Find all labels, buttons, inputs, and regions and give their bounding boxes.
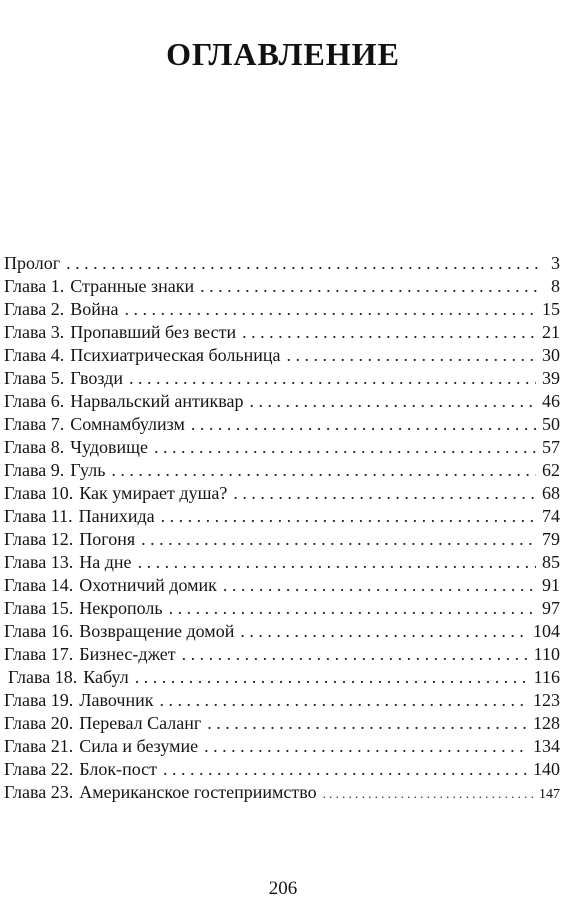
dot-leader [204,735,527,758]
toc-chapter-title: Лавочник [79,690,154,710]
toc-chapter-number: Глава 9. [4,460,65,480]
toc-entry [4,643,560,666]
toc-entry-label [4,252,60,275]
toc-entry [4,413,560,436]
toc-chapter-number: Глава 10. [4,483,74,503]
toc-entry-label [4,666,129,689]
toc-chapter-title: Перевал Саланг [79,713,202,733]
toc-chapter-title: Охотничий домик [79,575,217,595]
toc-entry [4,275,560,298]
toc-entry-label [4,781,317,804]
toc-page-number: 57 [542,437,560,457]
toc-chapter-title: Странные знаки [70,276,195,296]
toc-entry-label [4,321,236,344]
toc-page-number: 30 [542,345,560,365]
toc-entry [4,689,560,712]
toc-entry [4,252,560,275]
toc-chapter-title: Пропавший без вести [70,322,237,342]
toc-chapter-number: Глава 1. [4,276,65,296]
dot-leader [250,390,537,413]
toc-chapter-number: Глава 23. [4,782,74,802]
toc-chapter-number: Глава 7. [4,414,65,434]
toc-entry [4,344,560,367]
toc-chapter-number: Глава 22. [4,759,74,779]
toc-entry [4,459,560,482]
toc-entry [4,528,560,551]
toc-entry-label [4,505,155,528]
dot-leader [159,689,527,712]
toc-page-number: 116 [533,667,560,687]
dot-leader [182,643,528,666]
toc-entry [4,781,560,804]
toc-page-number: 97 [542,598,560,618]
toc-page-number: 79 [542,529,560,549]
dot-leader [135,666,528,689]
toc-chapter-number: Глава 11. [4,506,73,526]
toc-chapter-title: Возвращение домой [79,621,235,641]
dot-leader [163,758,527,781]
toc-page-number: 74 [542,506,560,526]
toc-chapter-number: Глава 14. [4,575,74,595]
toc-chapter-title: На дне [79,552,132,572]
toc-chapter-number: Глава 5. [4,368,65,388]
dot-leader [191,413,536,436]
toc-chapter-title: Бизнес-джет [79,644,176,664]
toc-chapter-number: Глава 20. [4,713,74,733]
toc-page-number: 91 [542,575,560,595]
toc-entry-label [4,620,234,643]
toc-chapter-title: Чудовище [70,437,148,457]
toc-entry [4,735,560,758]
dot-leader [287,344,537,367]
dot-leader [169,597,536,620]
toc-chapter-title: Американское гостеприимство [79,782,317,802]
toc-chapter-number: Глава 12. [4,529,74,549]
toc-entry [4,298,560,321]
toc-entry-label [4,459,105,482]
toc-page-number: 50 [542,414,560,434]
toc-entry-label [4,551,132,574]
toc-entry-label [4,735,198,758]
toc-page-number: 3 [551,253,560,273]
toc-page-number: 46 [542,391,560,411]
toc-entry-label [4,390,244,413]
toc-page-number: 39 [542,368,560,388]
toc-chapter-number: Глава 21. [4,736,74,756]
dot-leader [129,367,536,390]
toc-entry [4,597,560,620]
toc-chapter-title: Сила и безумие [79,736,199,756]
toc-entry-label [4,436,148,459]
toc-entry [4,620,560,643]
toc-entry-label [4,643,176,666]
dot-leader [66,252,540,275]
toc-page-number: 134 [533,736,560,756]
toc-entry [4,666,560,689]
toc-entry [4,436,560,459]
toc-page-number: 128 [533,713,560,733]
toc-page-number: 21 [542,322,560,342]
toc-chapter-number: Глава 4. [4,345,65,365]
toc-chapter-number: Глава 13. [4,552,74,572]
toc-entry-label [4,275,194,298]
toc-entry-label [4,298,119,321]
toc-entry [4,321,560,344]
dot-leader [138,551,536,574]
toc-chapter-title: Как умирает душа? [79,483,228,503]
toc-chapter-title: Нарвальский антиквар [70,391,244,411]
toc-entry [4,505,560,528]
dot-leader [233,482,536,505]
toc-chapter-number: Глава 6. [4,391,65,411]
toc-chapter-title: Гвозди [70,368,123,388]
dot-leader [141,528,536,551]
toc-entry-label [4,482,227,505]
toc-entry-label [4,413,185,436]
dot-leader [200,275,540,298]
toc-chapter-title: Война [70,299,119,319]
toc-chapter-title: Некрополь [79,598,163,618]
toc-entry-label [4,758,157,781]
dot-leader [323,782,533,805]
toc-chapter-title: Панихида [78,506,155,526]
toc-page-number: 68 [542,483,560,503]
dot-leader [242,321,536,344]
toc-page-number: 62 [542,460,560,480]
dot-leader [223,574,536,597]
toc-entry-label [4,712,201,735]
toc-chapter-number: Глава 16. [4,621,74,641]
toc-page-number: 123 [533,690,560,710]
toc-chapter-title: Гуль [70,460,106,480]
toc-entry [4,367,560,390]
dot-leader [207,712,527,735]
dot-leader [240,620,527,643]
toc-chapter-title: Сомнамбулизм [70,414,185,434]
toc-chapter-title: Погоня [79,529,136,549]
toc-chapter-number: Глава 19. [4,690,74,710]
toc-page-number: 110 [533,644,560,664]
toc-entry [4,390,560,413]
toc-entry-label [4,344,281,367]
toc-page-number: 8 [551,276,560,296]
toc-chapter-title: Психиатрическая больница [70,345,281,365]
page-title: ОГЛАВЛЕНИЕ [166,36,400,72]
toc-page-number: 104 [533,621,560,641]
toc-chapter-number: Глава 8. [4,437,65,457]
toc-entry-label [4,528,135,551]
dot-leader [111,459,536,482]
toc-chapter-number: Глава 17. [4,644,74,664]
toc-page-number: 15 [542,299,560,319]
toc-page-number: 147 [539,787,560,802]
toc-chapter-title: Блок-пост [79,759,158,779]
toc-chapter-title: Пролог [4,253,61,273]
toc-chapter-title: Кабул [83,667,129,687]
toc-entry [4,482,560,505]
toc-entry [4,574,560,597]
toc-entry-label [4,367,123,390]
dot-leader [161,505,536,528]
toc-page-number: 140 [533,759,560,779]
dot-leader [154,436,536,459]
toc-chapter-number: Глава 15. [4,598,74,618]
page-number: 206 [268,878,298,899]
toc-page-number: 85 [542,552,560,572]
toc-entry-label [4,574,217,597]
toc-chapter-number: Глава 2. [4,299,65,319]
toc-entry [4,551,560,574]
toc-entry [4,758,560,781]
toc-chapter-number: Глава 3. [4,322,65,342]
toc-entry-label [4,689,153,712]
toc-entry-label [4,597,163,620]
toc-entry [4,712,560,735]
toc-chapter-number: Глава 18. [8,667,78,687]
dot-leader [125,298,536,321]
table-of-contents [4,252,560,804]
